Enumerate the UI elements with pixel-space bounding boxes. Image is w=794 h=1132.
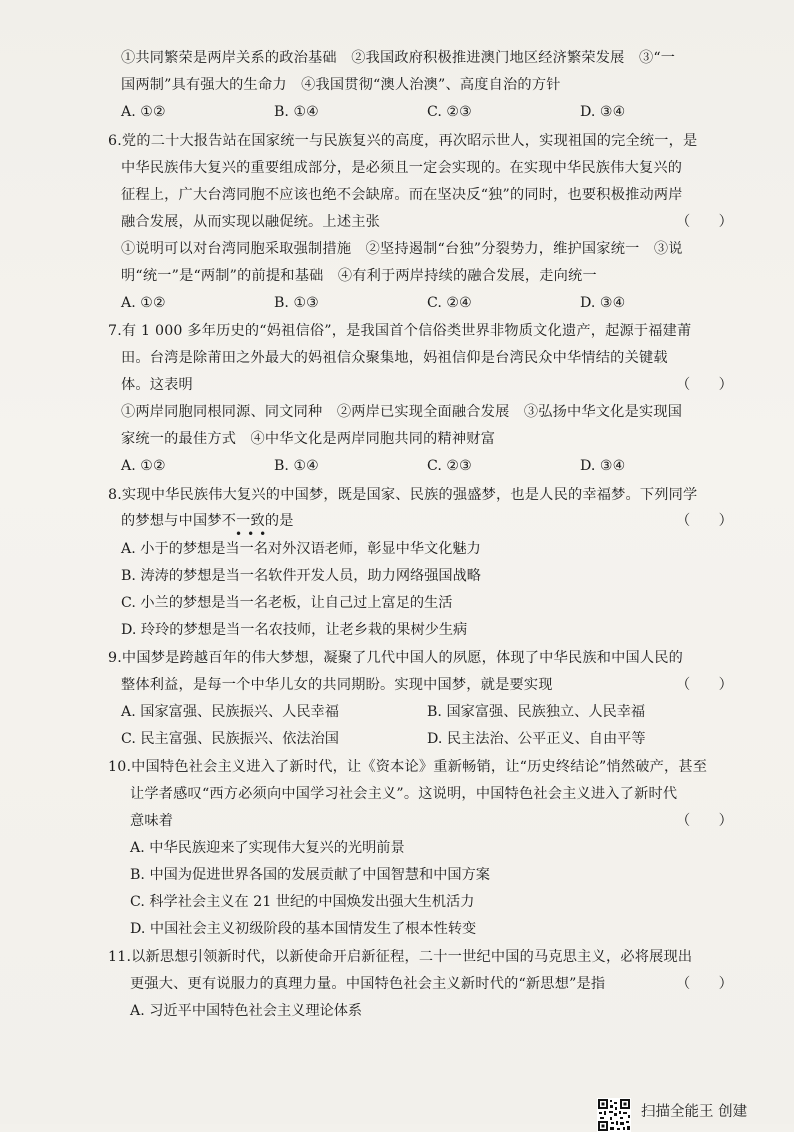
- scanner-watermark-text: 扫描全能王 创建: [641, 1104, 748, 1120]
- q9-option-c: C. 民主富强、民族振兴、依法治国: [121, 731, 339, 747]
- q6-answer-paren: （ ）: [676, 214, 733, 230]
- q9-option-d: D. 民主法治、公平正义、自由平等: [427, 731, 646, 747]
- q8-stem-line-2: 的梦想与中国梦不一致的是: [121, 513, 294, 529]
- q9-option-a: A. 国家富强、民族振兴、人民幸福: [121, 704, 339, 720]
- q6-option-b: B. ①③: [274, 295, 319, 311]
- q7-stem-line-1: 7.有 1 000 多年历史的“妈祖信俗”，是我国首个信俗类世界非物质文化遗产，起源于福建莆: [108, 323, 692, 339]
- q8-option-c: C. 小兰的梦想是当一名老板，让自己过上富足的生活: [121, 595, 453, 611]
- q10-stem-line-2: 让学者感叹“西方必须向中国学习社会主义”。这说明，中国特色社会主义进入了新时代: [130, 786, 678, 802]
- q6-choice-line-2: 明“统一”是“两制”的前提和基础 ④有利于两岸持续的融合发展，走向统一: [121, 268, 597, 284]
- q6-option-c: C. ②④: [427, 295, 472, 311]
- q11-stem-line-2: 更强大、更有说服力的真理力量。中国特色社会主义新时代的“新思想”是指: [130, 976, 606, 992]
- q7-stem-line-3: 体。这表明: [121, 377, 193, 393]
- q5-choice-line-1: ①共同繁荣是两岸关系的政治基础 ②我国政府积极推进澳门地区经济繁荣发展 ③“一: [121, 50, 676, 66]
- q5-option-b: B. ①④: [274, 104, 319, 120]
- q10-option-b: B. 中国为促进世界各国的发展贡献了中国智慧和中国方案: [130, 867, 490, 883]
- q8-stem-line-1: 8.实现中华民族伟大复兴的中国梦，既是国家、民族的强盛梦，也是人民的幸福梦。下列同学: [108, 487, 698, 503]
- q9-stem-line-1: 9.中国梦是跨越百年的伟大梦想，凝聚了几代中国人的夙愿，体现了中华民族和中国人民的: [108, 650, 684, 666]
- q11-option-a: A. 习近平中国特色社会主义理论体系: [130, 1003, 363, 1019]
- q8-answer-paren: （ ）: [676, 513, 733, 529]
- q10-option-d: D. 中国社会主义初级阶段的基本国情发生了根本性转变: [130, 921, 477, 937]
- q10-stem-line-1: 10.中国特色社会主义进入了新时代，让《资本论》重新畅销，让“历史终结论”悄然破产，甚至: [108, 759, 708, 775]
- q7-option-d: D. ③④: [580, 458, 626, 474]
- q10-option-c: C. 科学社会主义在 21 世纪的中国焕发出强大生机活力: [130, 894, 475, 910]
- q9-stem-line-2: 整体利益，是每一个中华儿女的共同期盼。实现中国梦，就是要实现: [121, 677, 553, 693]
- q8-emphasis-dots: •••: [235, 527, 272, 541]
- q7-option-c: C. ②③: [427, 458, 472, 474]
- q6-stem-line-3: 征程上，广大台湾同胞不应该也绝不会缺席。而在坚决反“独”的同时，也要积极推动两岸: [121, 187, 683, 203]
- q6-stem-line-1: 6.党的二十大报告站在国家统一与民族复兴的高度，再次昭示世人，实现祖国的完全统一，是: [108, 133, 698, 149]
- q6-stem-line-2: 中华民族伟大复兴的重要组成部分，是必须且一定会实现的。在实现中华民族伟大复兴的: [121, 160, 683, 176]
- q8-option-a: A. 小于的梦想是当一名对外汉语老师，彰显中华文化魅力: [121, 541, 481, 557]
- qr-code-icon: [597, 1098, 631, 1132]
- q6-option-a: A. ①②: [121, 295, 166, 311]
- q7-answer-paren: （ ）: [676, 377, 733, 393]
- q5-choice-line-2: 国两制”具有强大的生命力 ④我国贯彻“澳人治澳”、高度自治的方针: [121, 77, 561, 93]
- q6-choice-line-1: ①说明可以对台湾同胞采取强制措施 ②坚持遏制“台独”分裂势力，维护国家统一 ③说: [121, 241, 683, 257]
- q8-option-d: D. 玲玲的梦想是当一名农技师，让老乡栽的果树少生病: [121, 622, 468, 638]
- q7-choice-line-2: 家统一的最佳方式 ④中华文化是两岸同胞共同的精神财富: [121, 431, 496, 447]
- q7-option-a: A. ①②: [121, 458, 166, 474]
- q11-stem-line-1: 11.以新思想引领新时代，以新使命开启新征程，二十一世纪中国的马克思主义，必将展现出: [108, 949, 693, 965]
- q5-option-a: A. ①②: [121, 104, 166, 120]
- q10-option-a: A. 中华民族迎来了实现伟大复兴的光明前景: [130, 840, 405, 856]
- q7-choice-line-1: ①两岸同胞同根同源、同文同种 ②两岸已实现全面融合发展 ③弘扬中华文化是实现国: [121, 404, 683, 420]
- q8-option-b: B. 涛涛的梦想是当一名软件开发人员，助力网络强国战略: [121, 568, 481, 584]
- q10-answer-paren: （ ）: [676, 813, 733, 829]
- q7-stem-line-2: 田。台湾是除莆田之外最大的妈祖信众聚集地，妈祖信仰是台湾民众中华情结的关键载: [121, 350, 668, 366]
- q6-option-d: D. ③④: [580, 295, 626, 311]
- q9-answer-paren: （ ）: [676, 677, 733, 693]
- q9-option-b: B. 国家富强、民族独立、人民幸福: [427, 704, 646, 720]
- q5-option-c: C. ②③: [427, 104, 472, 120]
- q11-answer-paren: （ ）: [676, 976, 733, 992]
- q5-option-d: D. ③④: [580, 104, 626, 120]
- q10-stem-line-3: 意味着: [130, 813, 174, 829]
- q7-option-b: B. ①④: [274, 458, 319, 474]
- q6-stem-line-4: 融合发展，从而实现以融促统。上述主张: [121, 214, 380, 230]
